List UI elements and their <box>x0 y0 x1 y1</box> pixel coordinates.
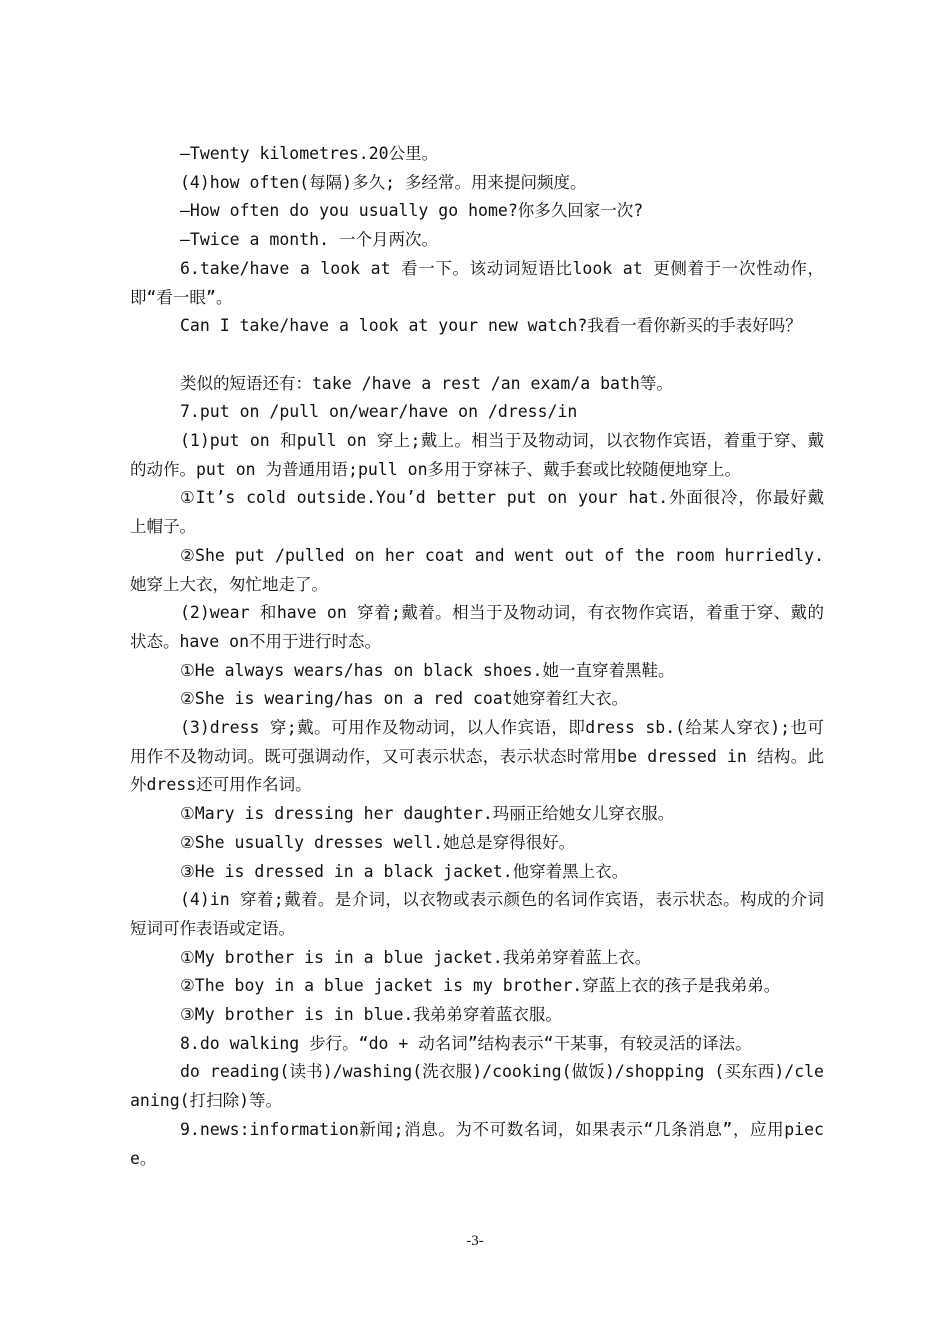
paragraph: ①Mary is dressing her daughter.玛丽正给她女儿穿衣服。 <box>180 804 675 824</box>
paragraph: ②The boy in a blue jacket is my brother.穿蓝上衣的孩子是我弟弟。 <box>180 976 781 996</box>
paragraph: ②She put /pulled on her coat and went out of the room hurriedly. 她穿上大衣，匆忙地走了。 <box>130 545 824 594</box>
paragraph: —Twice a month. 一个月两次。 <box>180 230 438 250</box>
paragraph-spacer <box>130 341 824 370</box>
paragraph: 7.put on /pull on/wear/have on /dress/in <box>180 402 578 422</box>
paragraph: —How often do you usually go home?你多久回家一次? <box>180 201 644 221</box>
paragraph: do reading(读书)/washing(洗衣服)/cooking(做饭)/shopping (买东西)/cleaning(打扫除)等。 <box>130 1062 824 1111</box>
paragraph: ①He always wears/has on black shoes.她一直穿着黑鞋。 <box>180 660 675 680</box>
paragraph: ③He is dressed in a black jacket.他穿着黑上衣。 <box>180 861 629 881</box>
paragraph: 9.news:information新闻;消息。为不可数名词，如果表示“几条消息”，应用piece。 <box>130 1119 824 1168</box>
paragraph: (1)put on 和pull on 穿上;戴上。相当于及物动词，以衣物作宾语，着重于穿、戴的动作。put on 为普通用语;pull on多用于穿袜子、戴手套或比较随便地穿上。 <box>130 431 824 479</box>
paragraph: 类似的短语还有：take /have a rest /an exam/a bath等。 <box>180 373 673 393</box>
paragraph: ②She usually dresses well.她总是穿得很好。 <box>180 832 576 852</box>
paragraph: Can I take/have a look at your new watch?我看一看你新买的手表好吗？ <box>180 316 802 336</box>
paragraph: (4)in 穿着;戴着。是介词，以衣物或表示颜色的名词作宾语，表示状态。构成的介词短词可作表语或定语。 <box>130 890 824 938</box>
document-body <box>130 140 824 1173</box>
paragraph: ②She is wearing/has on a red coat她穿着红大衣。 <box>180 689 629 709</box>
paragraph: ①My brother is in a blue jacket.我弟弟穿着蓝上衣。 <box>180 947 652 967</box>
paragraph: ③My brother is in blue.我弟弟穿着蓝衣服。 <box>180 1005 562 1025</box>
paragraph: ①It’s cold outside.You’d better put on your hat.外面很冷，你最好戴上帽子。 <box>130 488 824 537</box>
paragraph: (3)dress 穿;戴。可用作及物动词，以人作宾语，即dress sb.(给某人穿衣);也可用作不及物动词。既可强调动作，又可表示状态，表示状态时常用be dressed in 结构。此外dress还可用作名词。 <box>130 718 824 795</box>
page-number: -3- <box>466 1233 484 1249</box>
paragraph: —Twenty kilometres.20公里。 <box>180 144 439 163</box>
paragraph: 8.do walking 步行。“do + 动名词”结构表示“干某事，有较灵活的译法。 <box>180 1033 752 1053</box>
paragraph: (4)how often(每隔)多久; 多经常。用来提问频度。 <box>180 172 587 192</box>
paragraph: 6.take/have a look at 看一下。该动词短语比look at 更侧着于一次性动作，即“看一眼”。 <box>130 258 824 307</box>
paragraph: (2)wear 和have on 穿着;戴着。相当于及物动词，有衣物作宾语，着重于穿、戴的状态。have on不用于进行时态。 <box>130 603 824 651</box>
